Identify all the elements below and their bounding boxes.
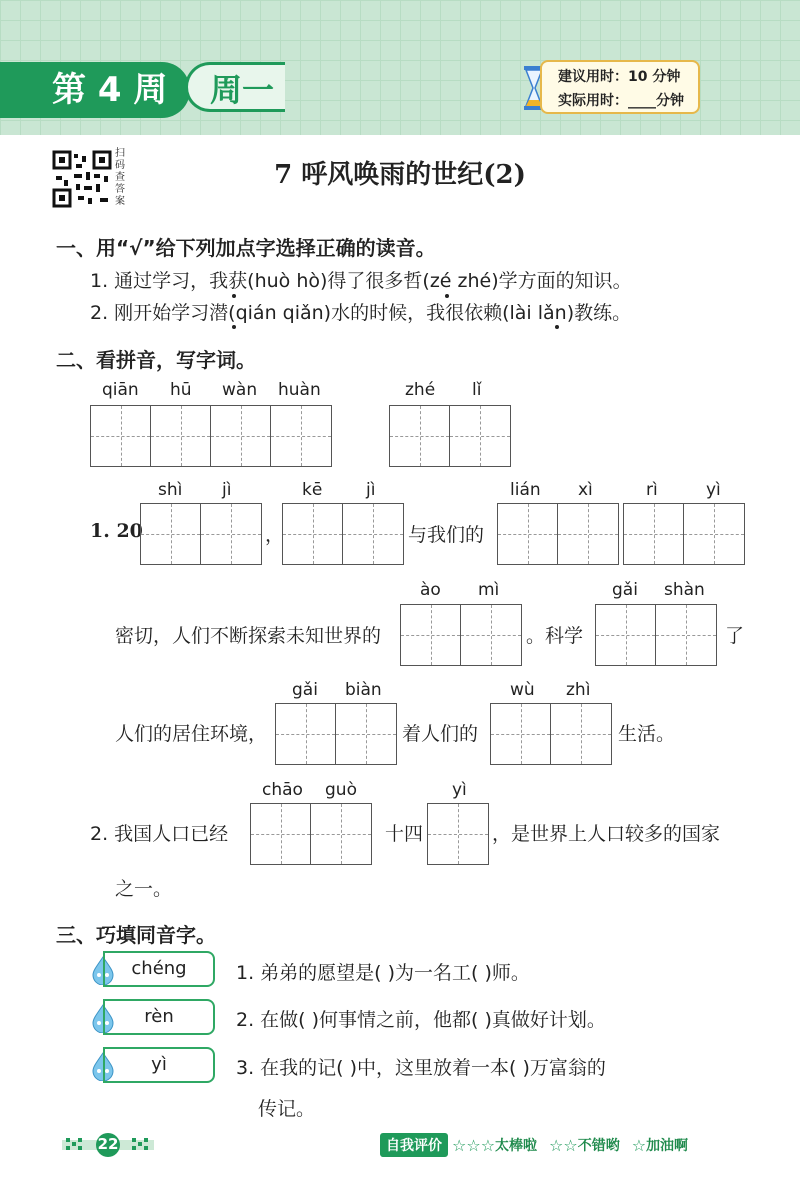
pinyin: huàn	[278, 380, 321, 400]
section3-q2: 2. 在做( )何事情之前，他都( )真做好计划。	[236, 1009, 606, 1031]
text: 人们的居住环境，	[115, 723, 268, 745]
pinyin: gǎi	[612, 580, 638, 600]
pinyin: yì	[706, 480, 721, 500]
pinyin: jì	[222, 480, 232, 500]
star-icon[interactable]: ☆	[466, 1135, 481, 1155]
suggest-time: 建议用时：10 分钟	[558, 69, 681, 85]
text: 生活。	[618, 723, 676, 745]
emphasis-dot	[555, 325, 559, 329]
writing-grid[interactable]	[282, 503, 404, 565]
pinyin-tag: rèn	[103, 999, 215, 1035]
text: 。科学	[526, 625, 584, 647]
pinyin-tag: chéng	[103, 951, 215, 987]
text: 着人们的	[402, 723, 479, 745]
writing-grid[interactable]	[497, 503, 619, 565]
pinyin: wù	[510, 680, 535, 700]
emphasis-dot	[232, 325, 236, 329]
grade-good: 不错哟	[577, 1138, 620, 1154]
text: ，是世界上人口较多的国家	[492, 823, 721, 845]
pinyin: xì	[578, 480, 593, 500]
pinyin: lǐ	[472, 380, 482, 400]
section2-heading: 二、看拼音，写字词。	[56, 348, 256, 372]
pinyin: shì	[158, 480, 183, 500]
page-title: 7 呼风唤雨的世纪(2)	[274, 160, 526, 190]
self-evaluation	[380, 1132, 760, 1158]
grade-excellent: 太棒啦	[495, 1138, 538, 1154]
writing-grid[interactable]	[400, 604, 522, 666]
pinyin: mì	[478, 580, 500, 600]
qr-label: 扫码查答案	[115, 148, 125, 207]
q1-prefix: 1. 20	[90, 520, 143, 542]
grade-keep-going: 加油啊	[646, 1138, 689, 1154]
pinyin: yì	[452, 780, 467, 800]
day-label: 周一	[185, 62, 285, 112]
section3-q1: 1. 弟弟的愿望是( )为一名工( )师。	[236, 962, 530, 984]
pinyin: biàn	[345, 680, 382, 700]
writing-grid[interactable]	[275, 703, 397, 765]
section3-q3-cont: 传记。	[258, 1098, 316, 1120]
writing-grid[interactable]	[140, 503, 262, 565]
text: 2. 我国人口已经	[90, 823, 229, 845]
writing-grid[interactable]	[623, 503, 745, 565]
writing-grid[interactable]	[595, 604, 717, 666]
comma: ，	[265, 524, 285, 546]
section3-q3: 3. 在我的记( )中，这里放着一本( )万富翁的	[236, 1057, 606, 1079]
pinyin: guò	[325, 780, 357, 800]
pinyin: wàn	[222, 380, 258, 400]
pinyin: zhì	[566, 680, 591, 700]
star-icon[interactable]: ☆	[452, 1135, 467, 1155]
writing-grid[interactable]	[490, 703, 612, 765]
pinyin: jì	[366, 480, 376, 500]
writing-grid[interactable]	[389, 405, 511, 467]
section3-heading: 三、巧填同音字。	[56, 923, 216, 947]
actual-time: 实际用时：____分钟	[558, 93, 684, 109]
star-icon[interactable]: ☆	[631, 1135, 647, 1155]
star-icon[interactable]: ☆	[480, 1135, 496, 1155]
pinyin: hū	[170, 380, 192, 400]
eval-label: 自我评价	[380, 1133, 448, 1157]
star-icon[interactable]: ☆	[549, 1135, 564, 1155]
pinyin: gǎi	[292, 680, 318, 700]
pinyin: zhé	[405, 380, 436, 400]
text: 密切，人们不断探索未知世界的	[115, 625, 382, 647]
star-icon[interactable]: ☆	[563, 1135, 578, 1155]
pinyin: lián	[510, 480, 541, 500]
writing-grid[interactable]	[427, 803, 489, 865]
pinyin: qiān	[102, 380, 139, 400]
page-number: 22	[97, 1135, 119, 1153]
time-box	[540, 60, 700, 114]
week-label: 第 4 周	[0, 62, 190, 118]
text: 与我们的	[408, 524, 485, 546]
writing-grid[interactable]	[90, 405, 332, 467]
pinyin: chāo	[262, 780, 303, 800]
pinyin: kē	[302, 480, 323, 500]
section1-q2: 2. 刚开始学习潜(qián qiǎn)水的时候，我很依赖(lài lǎn)教练。	[90, 302, 632, 324]
pinyin: rì	[646, 480, 658, 500]
text: 了	[725, 625, 745, 647]
pinyin-tag: yì	[103, 1047, 215, 1083]
section1-q1: 1. 通过学习，我获(huò hò)得了很多哲(zé zhé)学方面的知识。	[90, 270, 632, 292]
pinyin: shàn	[664, 580, 705, 600]
section1-heading: 一、用“√”给下列加点字选择正确的读音。	[56, 236, 436, 260]
text: 之一。	[115, 878, 173, 900]
text: 十四	[385, 823, 424, 845]
writing-grid[interactable]	[250, 803, 372, 865]
pinyin: ào	[420, 580, 441, 600]
